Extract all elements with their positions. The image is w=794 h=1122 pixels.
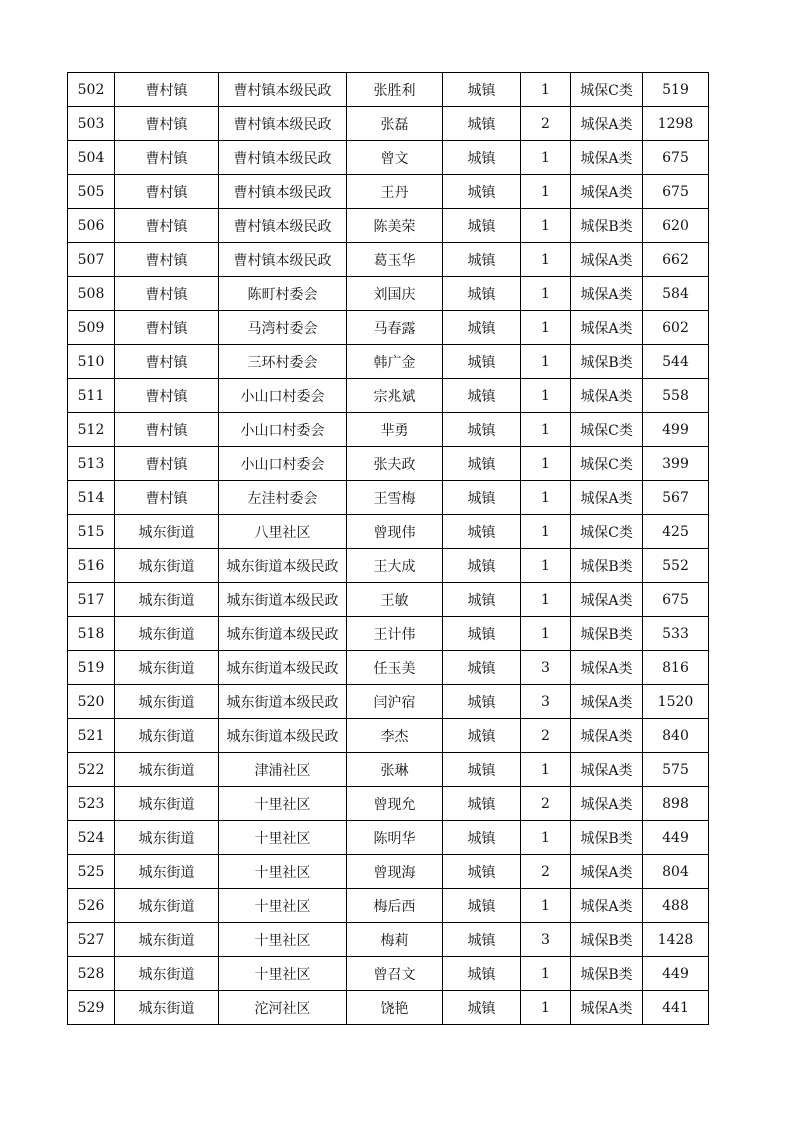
unit-cell: 陈町村委会 [219,277,347,311]
town-cell: 曹村镇 [115,379,219,413]
table-row [68,141,709,175]
person-name-cell: 王雪梅 [347,481,443,515]
insurance-class-cell: 城保C类 [571,73,643,107]
household-count-cell: 2 [521,787,571,821]
household-count-cell: 1 [521,957,571,991]
town-cell: 曹村镇 [115,311,219,345]
amount-cell: 544 [643,345,709,379]
table-row [68,345,709,379]
insurance-class-cell: 城保B类 [571,821,643,855]
table-row [68,379,709,413]
unit-cell: 马湾村委会 [219,311,347,345]
amount-cell: 620 [643,209,709,243]
row-number-cell: 511 [68,379,115,413]
area-type-cell: 城镇 [443,379,521,413]
row-number-cell: 513 [68,447,115,481]
person-name-cell: 王丹 [347,175,443,209]
amount-cell: 804 [643,855,709,889]
town-cell: 城东街道 [115,787,219,821]
unit-cell: 城东街道本级民政 [219,583,347,617]
person-name-cell: 曾现海 [347,855,443,889]
row-number-cell: 520 [68,685,115,719]
household-count-cell: 2 [521,719,571,753]
table-row [68,311,709,345]
unit-cell: 十里社区 [219,787,347,821]
person-name-cell: 刘国庆 [347,277,443,311]
unit-cell: 城东街道本级民政 [219,617,347,651]
person-name-cell: 王大成 [347,549,443,583]
household-count-cell: 1 [521,243,571,277]
insurance-class-cell: 城保A类 [571,583,643,617]
household-count-cell: 1 [521,345,571,379]
amount-cell: 499 [643,413,709,447]
area-type-cell: 城镇 [443,753,521,787]
unit-cell: 城东街道本级民政 [219,651,347,685]
town-cell: 曹村镇 [115,209,219,243]
insurance-class-cell: 城保A类 [571,685,643,719]
household-count-cell: 1 [521,821,571,855]
area-type-cell: 城镇 [443,685,521,719]
amount-cell: 675 [643,141,709,175]
table-row [68,821,709,855]
unit-cell: 十里社区 [219,889,347,923]
amount-cell: 675 [643,175,709,209]
town-cell: 曹村镇 [115,73,219,107]
table-row [68,719,709,753]
insurance-class-cell: 城保A类 [571,753,643,787]
table-row [68,889,709,923]
row-number-cell: 514 [68,481,115,515]
household-count-cell: 1 [521,617,571,651]
table-row [68,175,709,209]
household-count-cell: 1 [521,549,571,583]
insurance-class-cell: 城保B类 [571,209,643,243]
amount-cell: 399 [643,447,709,481]
person-name-cell: 梅莉 [347,923,443,957]
table-row [68,413,709,447]
unit-cell: 十里社区 [219,923,347,957]
amount-cell: 449 [643,957,709,991]
amount-cell: 519 [643,73,709,107]
person-name-cell: 陈明华 [347,821,443,855]
household-count-cell: 2 [521,855,571,889]
person-name-cell: 韩广金 [347,345,443,379]
amount-cell: 558 [643,379,709,413]
household-count-cell: 1 [521,515,571,549]
town-cell: 城东街道 [115,957,219,991]
person-name-cell: 张琳 [347,753,443,787]
person-name-cell: 曾文 [347,141,443,175]
table-row [68,277,709,311]
amount-cell: 1520 [643,685,709,719]
row-number-cell: 523 [68,787,115,821]
table-row [68,73,709,107]
row-number-cell: 502 [68,73,115,107]
person-name-cell: 王敏 [347,583,443,617]
person-name-cell: 曾召文 [347,957,443,991]
amount-cell: 675 [643,583,709,617]
amount-cell: 425 [643,515,709,549]
household-count-cell: 1 [521,413,571,447]
table-row [68,651,709,685]
town-cell: 曹村镇 [115,141,219,175]
area-type-cell: 城镇 [443,141,521,175]
unit-cell: 十里社区 [219,855,347,889]
person-name-cell: 李杰 [347,719,443,753]
insurance-class-cell: 城保B类 [571,957,643,991]
household-count-cell: 3 [521,685,571,719]
row-number-cell: 508 [68,277,115,311]
household-count-cell: 1 [521,447,571,481]
household-count-cell: 1 [521,991,571,1025]
person-name-cell: 饶艳 [347,991,443,1025]
area-type-cell: 城镇 [443,209,521,243]
amount-cell: 488 [643,889,709,923]
amount-cell: 533 [643,617,709,651]
row-number-cell: 503 [68,107,115,141]
row-number-cell: 529 [68,991,115,1025]
person-name-cell: 张磊 [347,107,443,141]
town-cell: 城东街道 [115,549,219,583]
town-cell: 城东街道 [115,583,219,617]
unit-cell: 津浦社区 [219,753,347,787]
town-cell: 城东街道 [115,719,219,753]
table-row [68,753,709,787]
insurance-class-cell: 城保C类 [571,447,643,481]
household-count-cell: 1 [521,583,571,617]
town-cell: 曹村镇 [115,175,219,209]
row-number-cell: 519 [68,651,115,685]
area-type-cell: 城镇 [443,787,521,821]
area-type-cell: 城镇 [443,651,521,685]
table-row [68,243,709,277]
insurance-class-cell: 城保B类 [571,345,643,379]
area-type-cell: 城镇 [443,413,521,447]
insurance-class-cell: 城保B类 [571,617,643,651]
insurance-class-cell: 城保A类 [571,107,643,141]
insurance-class-cell: 城保A类 [571,277,643,311]
unit-cell: 小山口村委会 [219,413,347,447]
unit-cell: 十里社区 [219,821,347,855]
area-type-cell: 城镇 [443,889,521,923]
town-cell: 曹村镇 [115,345,219,379]
amount-cell: 1428 [643,923,709,957]
household-count-cell: 1 [521,141,571,175]
insurance-class-cell: 城保C类 [571,515,643,549]
unit-cell: 城东街道本级民政 [219,719,347,753]
person-name-cell: 梅后西 [347,889,443,923]
person-name-cell: 陈美荣 [347,209,443,243]
insurance-class-cell: 城保A类 [571,379,643,413]
amount-cell: 552 [643,549,709,583]
row-number-cell: 510 [68,345,115,379]
household-count-cell: 1 [521,277,571,311]
town-cell: 曹村镇 [115,243,219,277]
row-number-cell: 527 [68,923,115,957]
amount-cell: 567 [643,481,709,515]
table-row [68,515,709,549]
town-cell: 城东街道 [115,617,219,651]
insurance-class-cell: 城保A类 [571,719,643,753]
table-row [68,447,709,481]
amount-cell: 816 [643,651,709,685]
household-count-cell: 1 [521,175,571,209]
area-type-cell: 城镇 [443,107,521,141]
row-number-cell: 518 [68,617,115,651]
insurance-class-cell: 城保A类 [571,889,643,923]
unit-cell: 城东街道本级民政 [219,685,347,719]
row-number-cell: 528 [68,957,115,991]
town-cell: 城东街道 [115,685,219,719]
person-name-cell: 张胜利 [347,73,443,107]
table-body [68,73,709,1025]
town-cell: 城东街道 [115,651,219,685]
area-type-cell: 城镇 [443,277,521,311]
area-type-cell: 城镇 [443,583,521,617]
town-cell: 城东街道 [115,821,219,855]
row-number-cell: 505 [68,175,115,209]
amount-cell: 449 [643,821,709,855]
household-count-cell: 1 [521,889,571,923]
area-type-cell: 城镇 [443,617,521,651]
town-cell: 曹村镇 [115,447,219,481]
unit-cell: 小山口村委会 [219,379,347,413]
area-type-cell: 城镇 [443,481,521,515]
area-type-cell: 城镇 [443,719,521,753]
amount-cell: 441 [643,991,709,1025]
amount-cell: 602 [643,311,709,345]
person-name-cell: 任玉美 [347,651,443,685]
person-name-cell: 马春露 [347,311,443,345]
table-row [68,481,709,515]
person-name-cell: 王计伟 [347,617,443,651]
row-number-cell: 521 [68,719,115,753]
insurance-class-cell: 城保A类 [571,311,643,345]
insurance-class-cell: 城保A类 [571,175,643,209]
unit-cell: 小山口村委会 [219,447,347,481]
insurance-class-cell: 城保C类 [571,413,643,447]
unit-cell: 曹村镇本级民政 [219,209,347,243]
amount-cell: 584 [643,277,709,311]
household-count-cell: 2 [521,107,571,141]
town-cell: 曹村镇 [115,107,219,141]
unit-cell: 曹村镇本级民政 [219,175,347,209]
person-name-cell: 芈勇 [347,413,443,447]
area-type-cell: 城镇 [443,957,521,991]
town-cell: 城东街道 [115,923,219,957]
unit-cell: 城东街道本级民政 [219,549,347,583]
row-number-cell: 504 [68,141,115,175]
insurance-class-cell: 城保A类 [571,855,643,889]
unit-cell: 八里社区 [219,515,347,549]
insurance-class-cell: 城保A类 [571,243,643,277]
area-type-cell: 城镇 [443,923,521,957]
town-cell: 城东街道 [115,889,219,923]
area-type-cell: 城镇 [443,515,521,549]
household-count-cell: 3 [521,923,571,957]
town-cell: 曹村镇 [115,277,219,311]
records-table [67,72,709,1025]
household-count-cell: 3 [521,651,571,685]
area-type-cell: 城镇 [443,311,521,345]
person-name-cell: 宗兆斌 [347,379,443,413]
town-cell: 城东街道 [115,991,219,1025]
household-count-cell: 1 [521,73,571,107]
row-number-cell: 524 [68,821,115,855]
table-row [68,787,709,821]
town-cell: 曹村镇 [115,481,219,515]
row-number-cell: 512 [68,413,115,447]
town-cell: 城东街道 [115,855,219,889]
unit-cell: 左洼村委会 [219,481,347,515]
area-type-cell: 城镇 [443,991,521,1025]
person-name-cell: 张夫政 [347,447,443,481]
person-name-cell: 葛玉华 [347,243,443,277]
area-type-cell: 城镇 [443,447,521,481]
area-type-cell: 城镇 [443,345,521,379]
table-row [68,549,709,583]
unit-cell: 沱河社区 [219,991,347,1025]
town-cell: 曹村镇 [115,413,219,447]
table-row [68,107,709,141]
row-number-cell: 526 [68,889,115,923]
insurance-class-cell: 城保B类 [571,549,643,583]
household-count-cell: 1 [521,481,571,515]
unit-cell: 曹村镇本级民政 [219,243,347,277]
area-type-cell: 城镇 [443,73,521,107]
insurance-class-cell: 城保A类 [571,481,643,515]
insurance-class-cell: 城保A类 [571,991,643,1025]
row-number-cell: 516 [68,549,115,583]
unit-cell: 曹村镇本级民政 [219,73,347,107]
table-row [68,991,709,1025]
area-type-cell: 城镇 [443,549,521,583]
row-number-cell: 509 [68,311,115,345]
table-row [68,209,709,243]
household-count-cell: 1 [521,379,571,413]
household-count-cell: 1 [521,753,571,787]
table-row [68,923,709,957]
unit-cell: 三环村委会 [219,345,347,379]
table-row [68,583,709,617]
household-count-cell: 1 [521,311,571,345]
insurance-class-cell: 城保A类 [571,787,643,821]
table-row [68,617,709,651]
person-name-cell: 闫沪宿 [347,685,443,719]
table-row [68,957,709,991]
amount-cell: 575 [643,753,709,787]
amount-cell: 898 [643,787,709,821]
area-type-cell: 城镇 [443,243,521,277]
unit-cell: 十里社区 [219,957,347,991]
person-name-cell: 曾现伟 [347,515,443,549]
row-number-cell: 515 [68,515,115,549]
insurance-class-cell: 城保B类 [571,923,643,957]
row-number-cell: 506 [68,209,115,243]
row-number-cell: 507 [68,243,115,277]
insurance-class-cell: 城保A类 [571,141,643,175]
table-row [68,685,709,719]
row-number-cell: 525 [68,855,115,889]
town-cell: 城东街道 [115,753,219,787]
town-cell: 城东街道 [115,515,219,549]
unit-cell: 曹村镇本级民政 [219,107,347,141]
household-count-cell: 1 [521,209,571,243]
row-number-cell: 522 [68,753,115,787]
table-row [68,855,709,889]
area-type-cell: 城镇 [443,821,521,855]
area-type-cell: 城镇 [443,855,521,889]
insurance-class-cell: 城保A类 [571,651,643,685]
unit-cell: 曹村镇本级民政 [219,141,347,175]
person-name-cell: 曾现允 [347,787,443,821]
amount-cell: 1298 [643,107,709,141]
row-number-cell: 517 [68,583,115,617]
area-type-cell: 城镇 [443,175,521,209]
amount-cell: 840 [643,719,709,753]
amount-cell: 662 [643,243,709,277]
